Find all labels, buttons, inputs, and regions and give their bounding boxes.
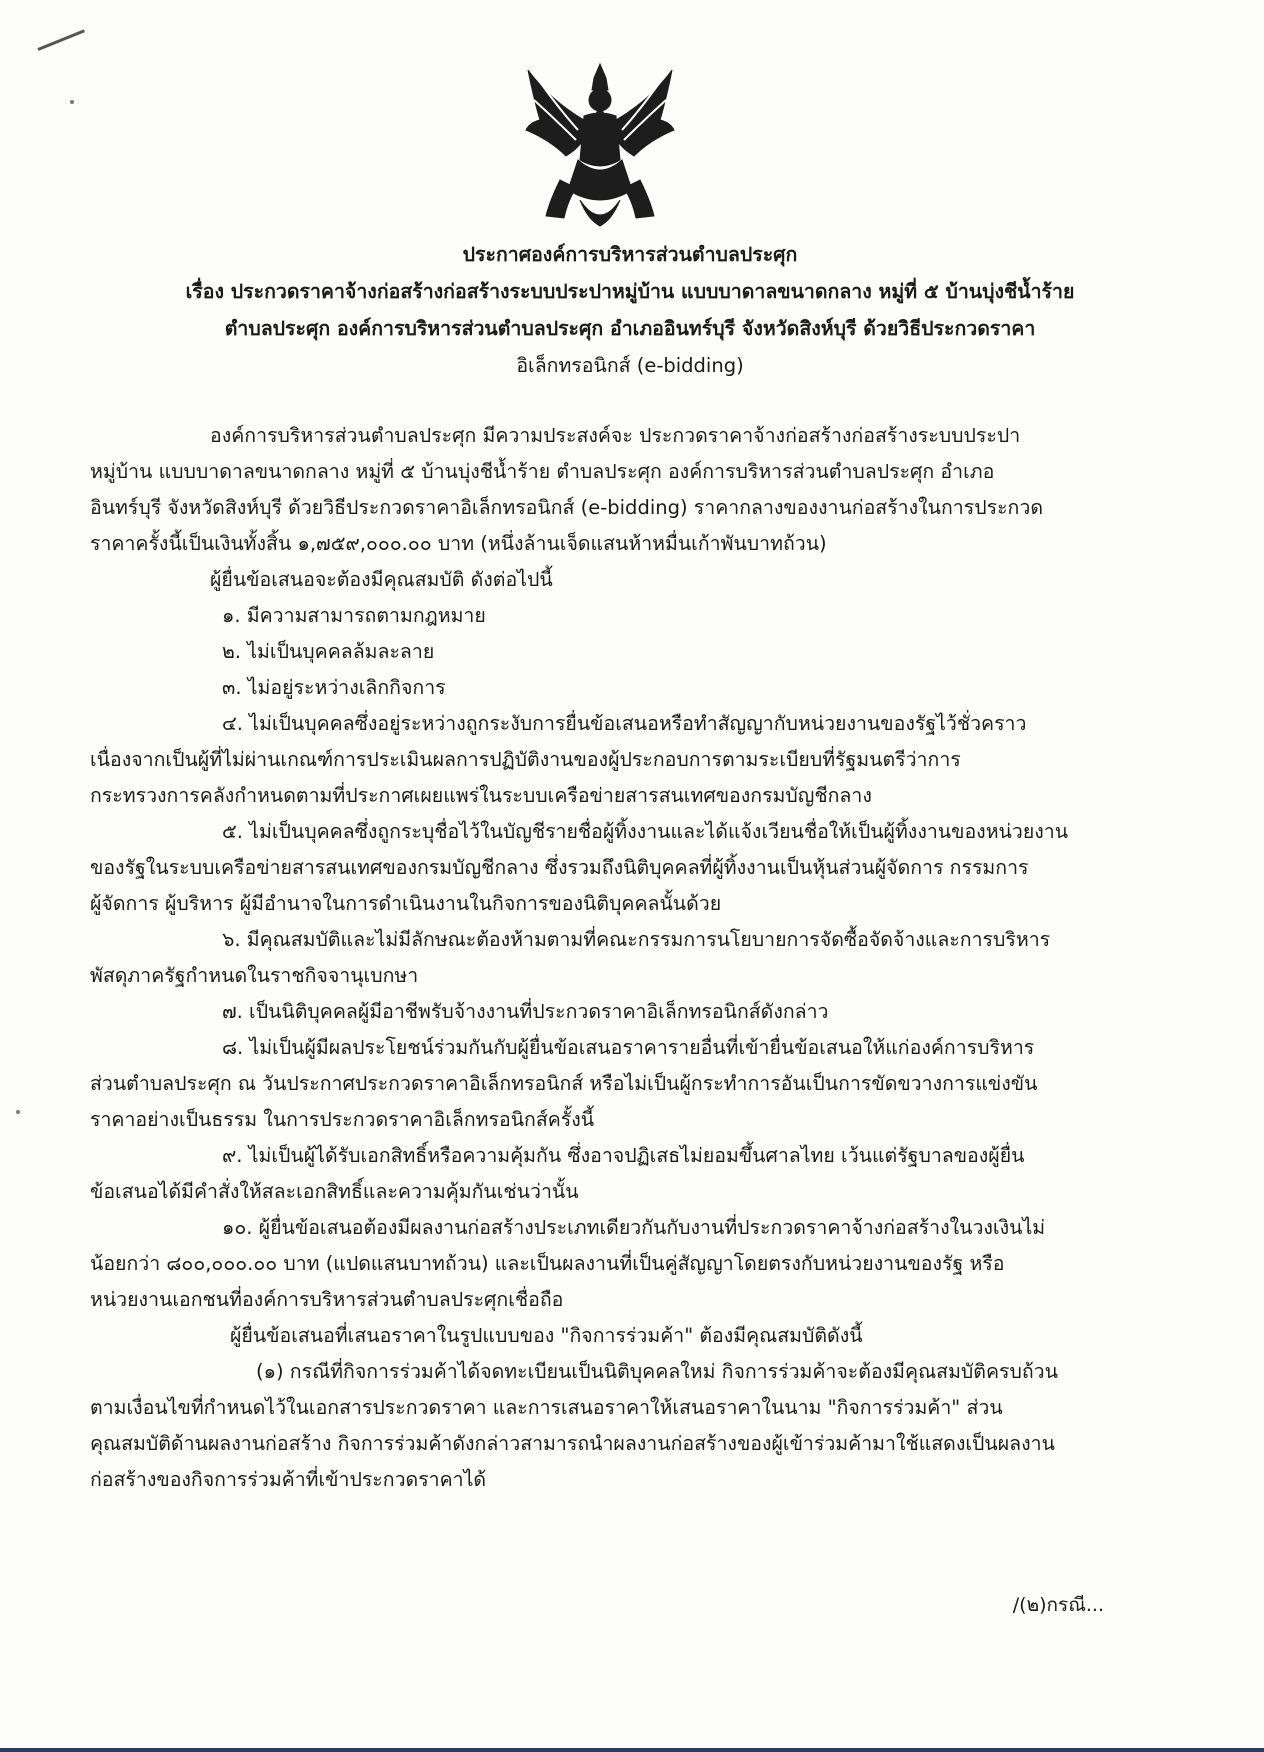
subject-line-3: อิเล็กทรอนิกส์ (e-bidding) (516, 354, 744, 377)
scan-speck (70, 100, 74, 104)
body-line: เนื่องจากเป็นผู้ที่ไม่ผ่านเกณฑ์การประเมินผลการปฏิบัติงานของผู้ประกอบการตามระเบียบที่รัฐมนตรีว่าการ (90, 748, 961, 771)
announcement-title: ประกาศองค์การบริหารส่วนตำบลประศุก (462, 243, 798, 266)
body-line: ๕. ไม่เป็นบุคคลซึ่งถูกระบุชื่อไว้ในบัญชีรายชื่อผู้ทิ้งงานและได้แจ้งเวียนชื่อให้เป็นผู้ทิ้งงานของหน่วยงาน (222, 820, 1069, 843)
body-line: ข้อเสนอได้มีคำสั่งให้สละเอกสิทธิ์และความคุ้มกันเช่นว่านั้น (90, 1180, 579, 1203)
body-line: ๗. เป็นนิติบุคคลผู้มีอาชีพรับจ้างงานที่ประกวดราคาอิเล็กทรอนิกส์ดังกล่าว (222, 1000, 829, 1023)
body-line: ของรัฐในระบบเครือข่ายสารสนเทศของกรมบัญชีกลาง ซึ่งรวมถึงนิติบุคคลที่ผู้ทิ้งงานเป็นหุ้นส่วนผู้จัดการ กรรมการ (90, 856, 1029, 879)
pen-mark (37, 29, 84, 51)
body-line: ผู้ยื่นข้อเสนอจะต้องมีคุณสมบัติ ดังต่อไปนี้ (210, 568, 553, 591)
body-line: ๑๐. ผู้ยื่นข้อเสนอต้องมีผลงานก่อสร้างประเภทเดียวกันกับงานที่ประกวดราคาจ้างก่อสร้างในวงเงินไม่ (222, 1216, 1046, 1239)
body-line: ราคาอย่างเป็นธรรม ในการประกวดราคาอิเล็กทรอนิกส์ครั้งนี้ (90, 1108, 595, 1131)
subject-line-2: ตำบลประศุก องค์การบริหารส่วนตำบลประศุก อำเภออินทร์บุรี จังหวัดสิงห์บุรี ด้วยวิธีประกวดราคา (224, 317, 1036, 340)
scan-speck (16, 1110, 20, 1114)
body-line: ๖. มีคุณสมบัติและไม่มีลักษณะต้องห้ามตามที่คณะกรรมการนโยบายการจัดซื้อจัดจ้างและการบริหาร (222, 928, 1051, 951)
body-line: ๑. มีความสามารถตามกฎหมาย (222, 604, 486, 627)
garuda-emblem-icon (520, 60, 680, 230)
body-line: ตามเงื่อนไขที่กำหนดไว้ในเอกสารประกวดราคา และการเสนอราคาให้เสนอราคาในนาม "กิจการร่วมค้า" ส่วน (90, 1396, 1003, 1419)
continuation-note: /(๒)กรณี... (1012, 1594, 1104, 1616)
body-line: องค์การบริหารส่วนตำบลประศุก มีความประสงค์จะ ประกวดราคาจ้างก่อสร้างก่อสร้างระบบประปา (210, 424, 1021, 447)
body-line: ๒. ไม่เป็นบุคคลล้มละลาย (222, 640, 435, 663)
body-line: ๙. ไม่เป็นผู้ได้รับเอกสิทธิ์หรือความคุ้มกัน ซึ่งอาจปฏิเสธไม่ยอมขึ้นศาลไทย เว้นแต่รัฐบาลของผู้ยื่น (222, 1144, 1025, 1167)
body-line: หมู่บ้าน แบบบาดาลขนาดกลาง หมู่ที่ ๕ บ้านบุ่งชีน้ำร้าย ตำบลประศุก องค์การบริหารส่วนตำบลประศุก อำเภอ (90, 460, 995, 483)
body-line: ราคาครั้งนี้เป็นเงินทั้งสิ้น ๑,๗๕๙,๐๐๐.๐๐ บาท (หนึ่งล้านเจ็ดแสนห้าหมื่นเก้าพันบาทถ้วน) (90, 532, 827, 555)
body-line: หน่วยงานเอกชนที่องค์การบริหารส่วนตำบลประศุกเชื่อถือ (90, 1288, 564, 1311)
body-line: น้อยกว่า ๘๐๐,๐๐๐.๐๐ บาท (แปดแสนบาทถ้วน) และเป็นผลงานที่เป็นคู่สัญญาโดยตรงกับหน่วยงานของรัฐ หรือ (90, 1252, 1005, 1275)
body-line: ผู้ยื่นข้อเสนอที่เสนอราคาในรูปแบบของ "กิจการร่วมค้า" ต้องมีคุณสมบัติดังนี้ (230, 1324, 863, 1347)
body-line: ๔. ไม่เป็นบุคคลซึ่งอยู่ระหว่างถูกระงับการยื่นข้อเสนอหรือทำสัญญากับหน่วยงานของรัฐไว้ชั่วคราว (222, 712, 1027, 735)
scan-edge (0, 1748, 1264, 1752)
body-line: ผู้จัดการ ผู้บริหาร ผู้มีอำนาจในการดำเนินงานในกิจการของนิติบุคคลนั้นด้วย (90, 892, 722, 915)
body-line: อินทร์บุรี จังหวัดสิงห์บุรี ด้วยวิธีประกวดราคาอิเล็กทรอนิกส์ (e-bidding) ราคากลางของงานก่อสร้างในการประกวด (90, 496, 1043, 519)
body-line: (๑) กรณีที่กิจการร่วมค้าได้จดทะเบียนเป็นนิติบุคคลใหม่ กิจการร่วมค้าจะต้องมีคุณสมบัติครบถ้วน (256, 1360, 1058, 1383)
subject-line-1: เรื่อง ประกวดราคาจ้างก่อสร้างก่อสร้างระบบประปาหมู่บ้าน แบบบาดาลขนาดกลาง หมู่ที่ ๕ บ้านบุ่งชีน้ำร้าย (185, 280, 1075, 303)
body-line: พัสดุภาครัฐกำหนดในราชกิจจานุเบกษา (90, 964, 419, 987)
body-line: ก่อสร้างของกิจการร่วมค้าที่เข้าประกวดราคาได้ (90, 1468, 487, 1491)
body-line: กระทรวงการคลังกำหนดตามที่ประกาศเผยแพร่ในระบบเครือข่ายสารสนเทศของกรมบัญชีกลาง (90, 784, 872, 807)
body-line: ส่วนตำบลประศุก ณ วันประกาศประกวดราคาอิเล็กทรอนิกส์ หรือไม่เป็นผู้กระทำการอันเป็นการขัดขวางการแข่งขัน (90, 1072, 1038, 1095)
body-line: ๓. ไม่อยู่ระหว่างเลิกกิจการ (222, 676, 446, 699)
document-header (80, 236, 1180, 384)
body-line: คุณสมบัติด้านผลงานก่อสร้าง กิจการร่วมค้าดังกล่าวสามารถนำผลงานก่อสร้างของผู้เข้าร่วมค้ามาใช้แสดงเป็นผลงาน (90, 1432, 1055, 1455)
body-line: ๘. ไม่เป็นผู้มีผลประโยชน์ร่วมกันกับผู้ยื่นข้อเสนอราคารายอื่นที่เข้ายื่นข้อเสนอให้แก่องค์การบริหาร (222, 1036, 1035, 1059)
